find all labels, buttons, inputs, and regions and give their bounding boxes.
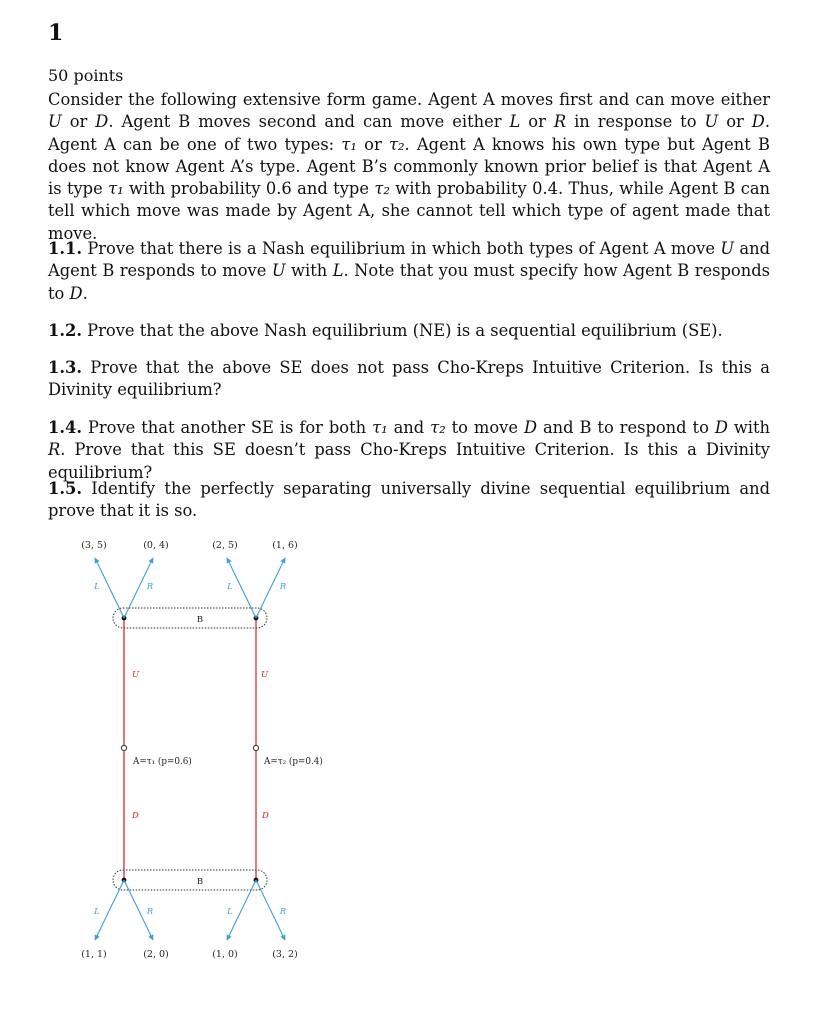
- part-1-2: 1.2. Prove that the above Nash equilibrium (NE) is a sequential equilibrium (SE).: [48, 321, 723, 340]
- label-tau1-d: D: [132, 811, 139, 821]
- part-1-5: 1.5. Identify the perfectly separating universally divine sequential equilibrium and prove that it is so.: [48, 479, 770, 521]
- label-top-left-r: R: [146, 582, 154, 592]
- label-bottom-right-l: L: [227, 907, 233, 917]
- label-tau1-u: U: [132, 670, 140, 680]
- payoff-bottom-3: (1, 0): [212, 949, 238, 960]
- info-set-bottom: [113, 870, 267, 890]
- label-top-right-l: L: [227, 582, 233, 592]
- label-bottom-right-r: R: [279, 907, 287, 917]
- payoff-bottom-2: (2, 0): [143, 949, 169, 960]
- label-tau2-d: D: [262, 811, 269, 821]
- payoff-top-2: (0, 4): [143, 540, 169, 551]
- tau1-node: [121, 745, 126, 750]
- part-1-4: 1.4. Prove that another SE is for both τ₁ and τ₂ to move D and B to respond to D with R. Prove that this SE doesn’t pass Cho-Kreps Intuitive Criterion. Is this a Divinity equilibrium?: [48, 418, 771, 482]
- type1-label: A=τ₁ (p=0.6): [133, 757, 192, 767]
- payoff-bottom-1: (1, 1): [81, 949, 107, 960]
- info-set-top: [113, 608, 267, 628]
- label-bottom-left-l: L: [94, 907, 100, 917]
- label-bottom-left-r: R: [146, 907, 154, 917]
- payoff-top-3: (2, 5): [212, 540, 238, 551]
- info-set-bottom-label: B: [196, 877, 204, 887]
- points-label: 50 points: [48, 66, 124, 85]
- payoff-top-1: (3, 5): [81, 540, 107, 551]
- payoff-top-4: (1, 6): [272, 540, 298, 551]
- question-number: 1: [48, 20, 64, 46]
- part-1-3: 1.3. Prove that the above SE does not pass Cho-Kreps Intuitive Criterion. Is this a Divinity equilibrium?: [48, 358, 770, 400]
- label-top-left-l: L: [94, 582, 100, 592]
- question-intro: Consider the following extensive form game. Agent A moves first and can move either U or D. Agent B moves second and can move either L or R in response to U or D. Agent A can be one of two types: τ₁ or τ₂. Agent A knows his own type but Agent B does not know Agent A’s type. Agent B’s commonly known prior belief is that Agent A is type τ₁ with probability 0.6 and type τ₂ with probability 0.4. Thus, while Agent B can tell which move was made by Agent A, she cannot tell which type of agent made that move.: [48, 90, 771, 243]
- payoff-bottom-4: (3, 2): [272, 949, 298, 960]
- tau2-node: [253, 745, 258, 750]
- part-1-1: 1.1. Prove that there is a Nash equilibrium in which both types of Agent A move U and Agent B responds to move U with L. Note that you must specify how Agent B responds to D.: [48, 239, 770, 303]
- label-top-right-r: R: [279, 582, 287, 592]
- info-set-top-label: B: [196, 615, 204, 625]
- type2-label: A=τ₂ (p=0.4): [264, 757, 323, 767]
- label-tau2-u: U: [261, 670, 269, 680]
